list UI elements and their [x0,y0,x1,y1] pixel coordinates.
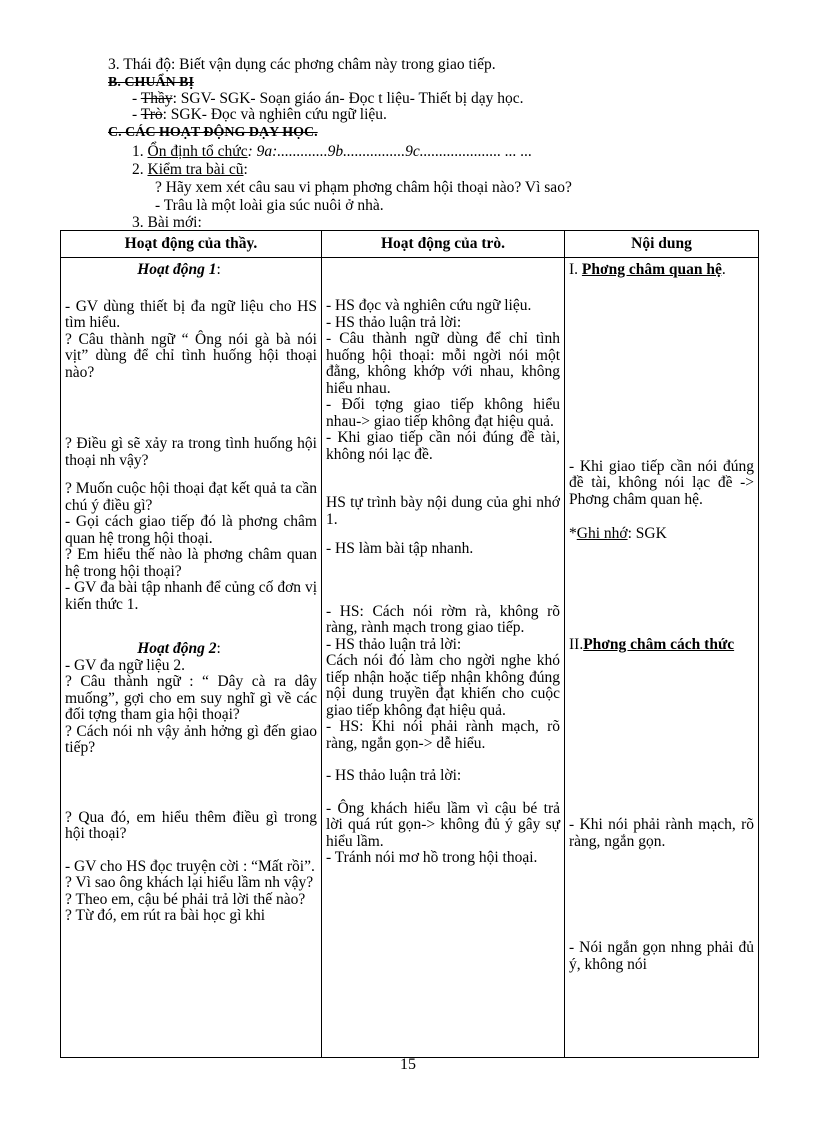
teacher-item: ? Từ đó, em rút ra bài học gì khi [65,907,266,924]
content-column [565,258,759,1058]
student-item: - Khi giao tiếp cần nói đúng đề tài, không nói lạc đề. [326,429,560,463]
table-row [61,258,759,1058]
review-question: ? Hãy xem xét câu sau vi phạm phơng châm hội thoại nào? Vì sao? [155,179,572,196]
student-item: - HS: Khi nói phải rành mạch, rõ ràng, ngắn gọn-> dễ hiểu. [326,718,560,752]
step-3: 3. Bài mới: [132,214,202,231]
step-1: 1. Ổn định tổ chức: 9a:.............9b................9c..................... ... ... [132,143,533,160]
step-2: 2. Kiểm tra bài cũ: [132,161,248,178]
content-heading-2: II.Phơng châm cách thức [569,635,735,653]
lesson-table [60,230,759,1058]
content-heading-1: I. Phơng châm quan hệ. [569,261,726,278]
header-teacher: Hoạt động của thầy. [61,231,322,258]
teacher-item: ? Em hiểu thế nào là phơng châm quan hệ trong hội thoại? [65,546,317,580]
student-item: - Ông khách hiểu lầm vì cậu bé trả lời quá rút gọn-> không đủ ý gây sự hiểu lầm. [326,799,560,850]
teacher-item: ? Theo em, cậu bé phải trả lời thế nào? [65,890,306,908]
student-item: Cách nói đó làm cho ngời nghe khó tiếp nhận hoặc tiếp nhận không đúng nội dung truyền đạt khiến cho cuộc giao tiếp không đạt hiệu quả. [326,652,560,719]
content-item: - Khi nói phải rành mạch, rõ ràng, ngắn gọn. [569,816,754,850]
student-item: - HS làm bài tập nhanh. [326,540,474,557]
teacher-item: ? Cách nói nh vậy ảnh hởng gì đến giao tiếp? [65,722,317,756]
teacher-item: - GV dùng thiết bị đa ngữ liệu cho HS tìm hiểu. [65,297,317,331]
prep-teacher-label: Thầy [140,90,173,107]
student-item: - HS đọc và nghiên cứu ngữ liệu. [326,297,532,314]
activity-2-heading: Hoạt động 2: [137,640,221,657]
student-item: - HS thảo luận trả lời: [326,767,462,784]
step-1-label: Ổn định tổ chức [147,143,248,160]
teacher-item: - GV đa ngữ liệu 2. [65,656,186,674]
prep-student-label: Trò [140,106,163,123]
teacher-item: ? Muốn cuộc hội thoại đạt kết quả ta cần chú ý điều gì? [65,480,317,514]
student-item: - HS: Cách nói rờm rà, không rõ ràng, rành mạch trong giao tiếp. [326,602,560,636]
prep-student-text: : SGK- Đọc và nghiên cứu ngữ liệu. [162,106,387,123]
step-2-label: Kiểm tra bài cũ [147,161,244,178]
teacher-item: ? Qua đó, em hiểu thêm điều gì trong hội thoại? [65,808,317,842]
section-c-title: C. CÁC HOẠT ĐỘNG DẠY HỌC. [108,125,318,140]
teacher-item: - GV đa bài tập nhanh để củng cố đơn vị kiến thức 1. [65,579,317,613]
content-note: *Ghi nhớ: SGK [569,525,667,542]
table-header-row [61,231,759,258]
teacher-item: - GV cho HS đọc truyện cời : “Mất rồi”. [65,857,315,875]
student-column [322,258,565,1058]
teacher-item: ? Câu thành ngữ “ Ông nói gà bà nói vịt” dùng để chỉ tình huống hội thoại nào? [65,330,317,381]
student-item: HS tự trình bày nội dung của ghi nhớ 1. [326,494,560,528]
header-content: Nội dung [565,231,759,258]
attitude-objective: 3. Thái độ: Biết vận dụng các phơng châm này trong giao tiếp. [108,56,496,73]
prep-teacher: - Thầy: SGV- SGK- Soạn giáo án- Đọc t liệu- Thiết bị dạy học. [132,90,524,107]
prep-teacher-text: : SGV- SGK- Soạn giáo án- Đọc t liệu- Thiết bị dạy học. [172,90,524,107]
teacher-item: ? Vì sao ông khách lại hiểu lầm nh vậy? [65,874,314,891]
page-number: 15 [400,1056,416,1073]
review-example: - Trâu là một loài gia súc nuôi ở nhà. [155,197,384,214]
student-item: - HS thảo luận trả lời: [326,313,462,331]
student-item: - Câu thành ngữ dùng để chỉ tình huống hội thoại: mỗi ngời nói một đằng, không khớp với nhau, không hiểu nhau. [326,330,560,397]
teacher-item: ? Câu thành ngữ : “ Dây cà ra dây muống”, gợi cho em suy nghĩ gì về các đối tợng tham gia hội thoại? [65,673,317,723]
teacher-item: - Gọi cách giao tiếp đó là phơng châm quan hệ trong hội thoại. [65,513,317,547]
section-b-title: B. CHUẨN BỊ [108,75,194,90]
teacher-column [61,258,322,1058]
student-item: - HS thảo luận trả lời: [326,635,462,653]
content-item: - Khi giao tiếp cần nói đúng đề tài, không nói lạc đề -> Phơng châm quan hệ. [569,457,754,508]
activity-1-heading: Hoạt động 1: [137,261,221,278]
teacher-item: ? Điều gì sẽ xảy ra trong tình huống hội thoại nh vậy? [65,435,317,469]
header-student: Hoạt động của trò. [322,231,565,258]
student-item: - Đối tợng giao tiếp không hiểu nhau-> giao tiếp không đạt hiệu quả. [326,396,560,430]
student-item: - Tránh nói mơ hồ trong hội thoại. [326,849,538,866]
prep-student: - Trò: SGK- Đọc và nghiên cứu ngữ liệu. [132,106,387,123]
content-item: - Nói ngắn gọn nhng phải đủ ý, không nói [569,939,754,973]
